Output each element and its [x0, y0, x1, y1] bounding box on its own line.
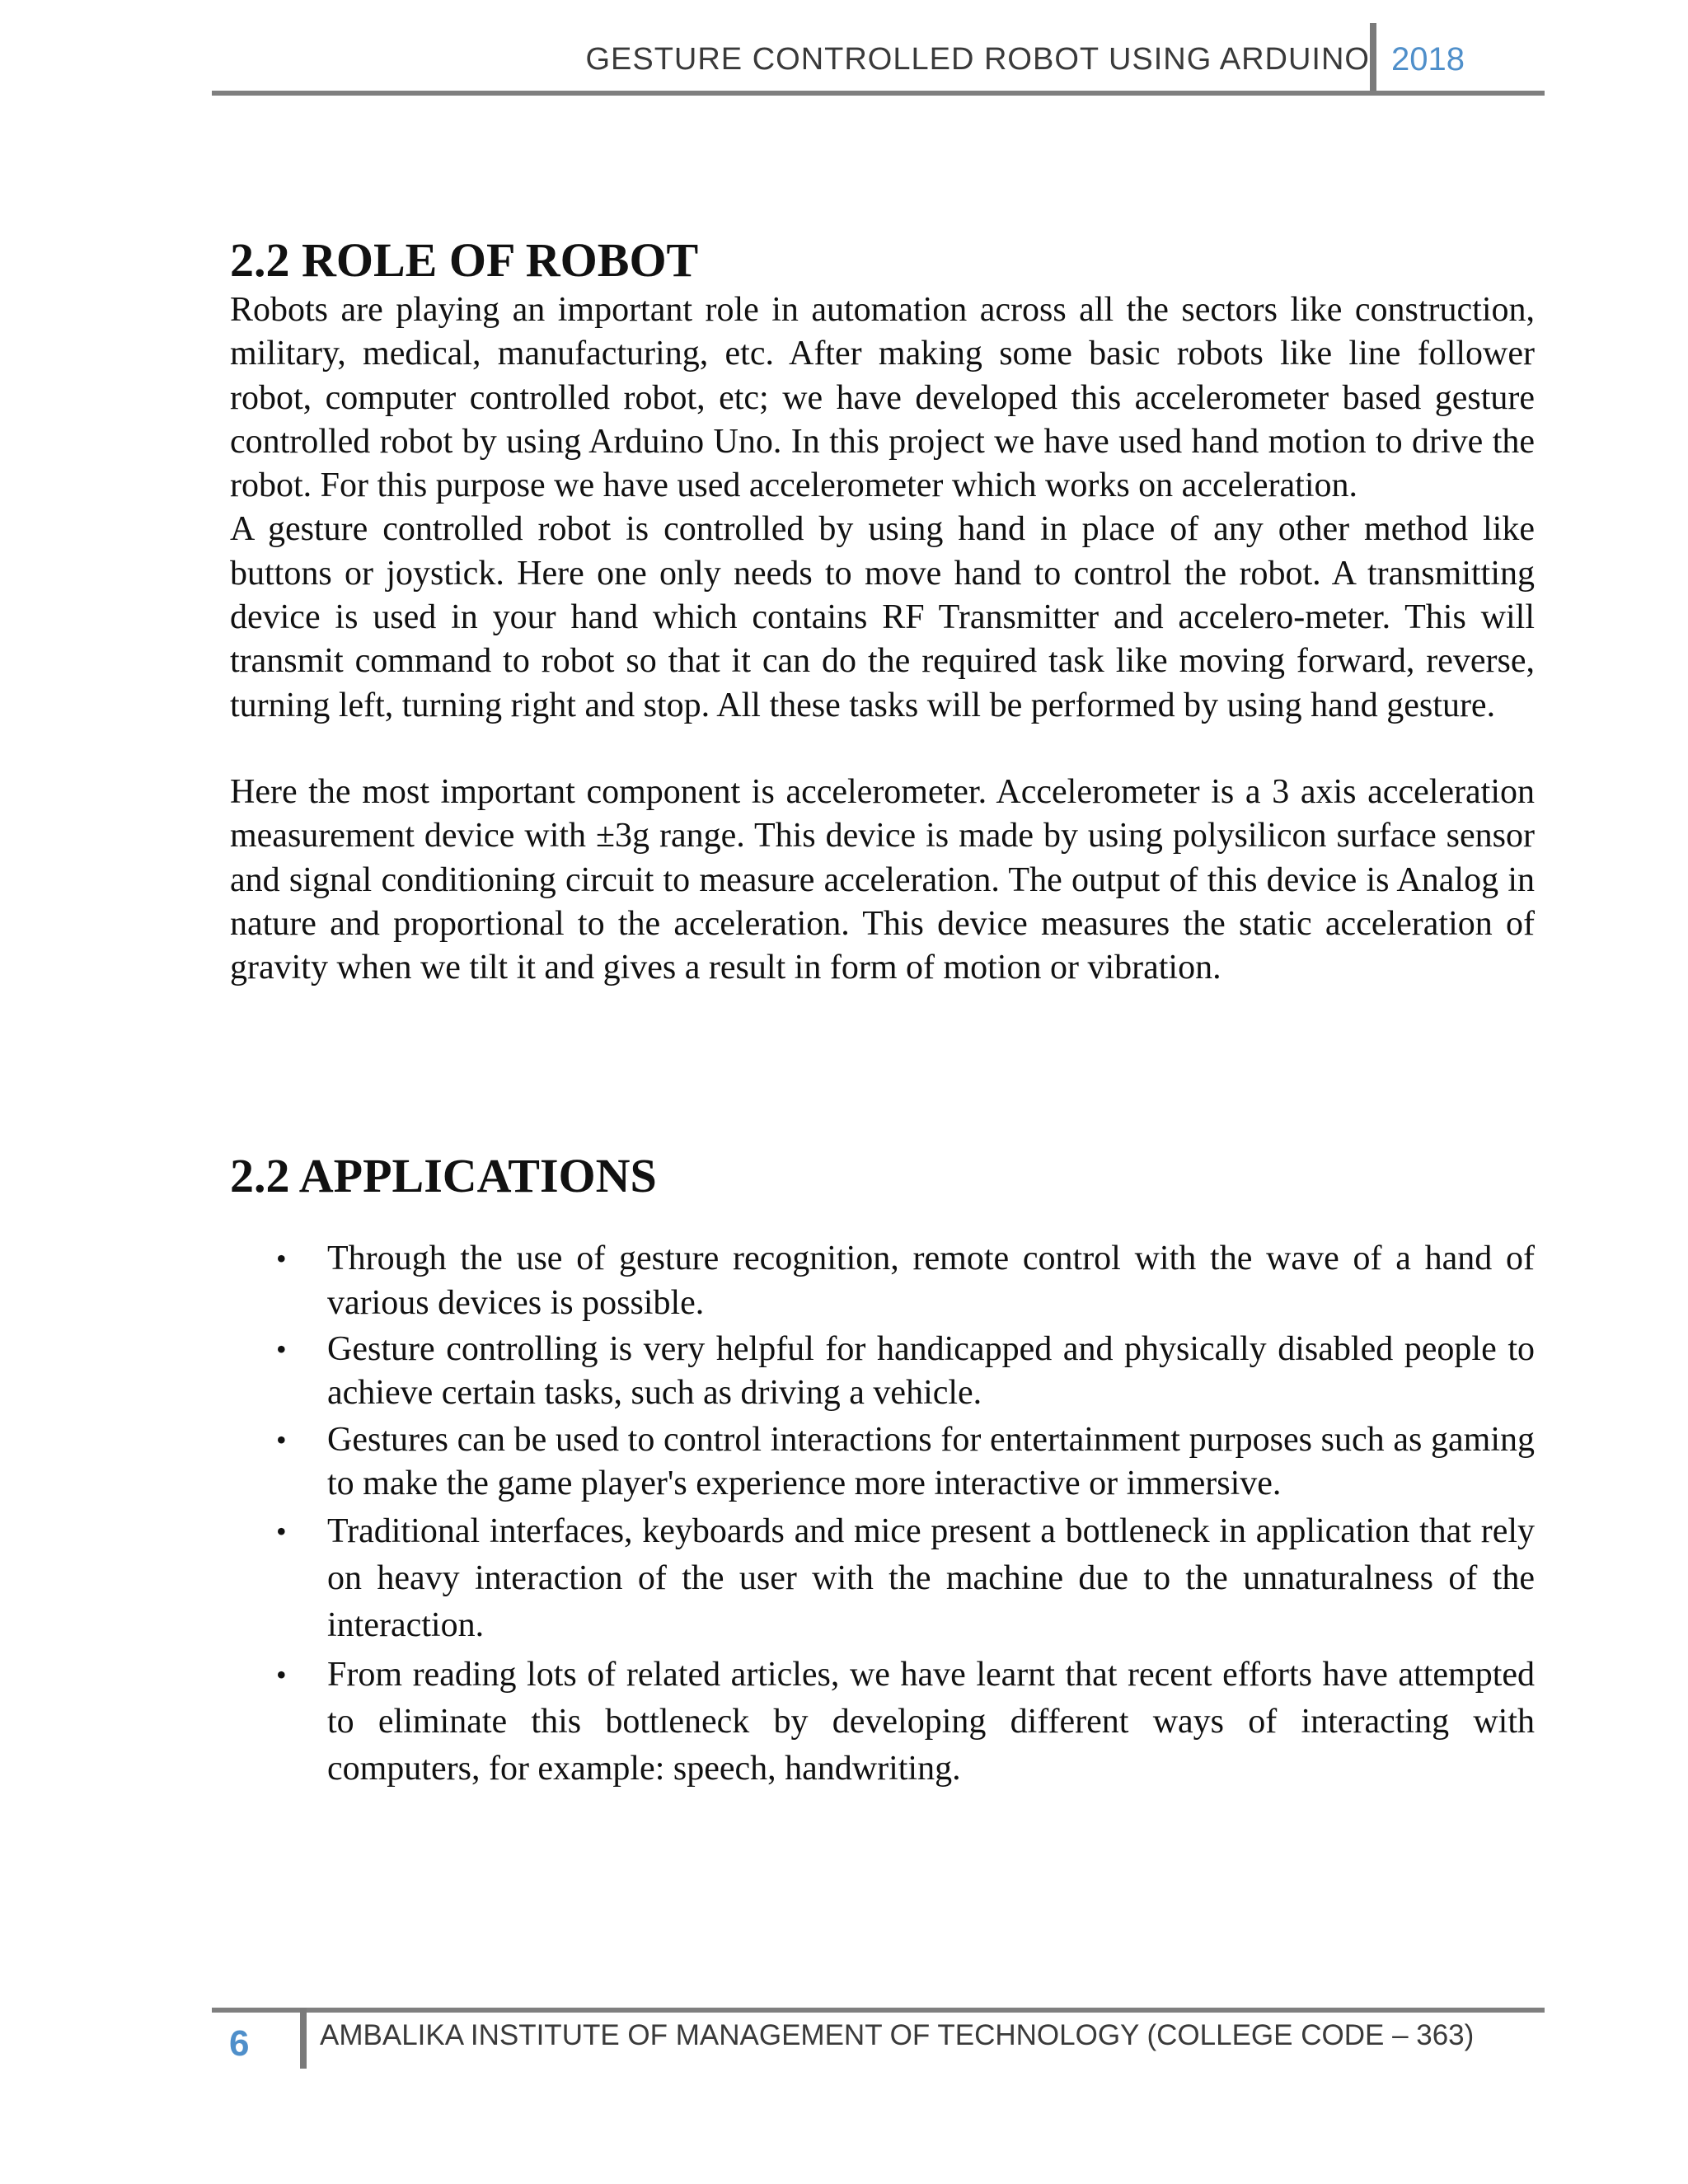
bullet-icon: • [276, 1658, 287, 1692]
section-heading-applications: 2.2 APPLICATIONS [230, 1149, 657, 1203]
list-item-text: Gestures can be used to control interactions for entertainment purposes such as gaming to make the game player's experience more interactive or immersive. [327, 1420, 1535, 1502]
list-item-text: Gesture controlling is very helpful for handicapped and physically disabled people to achieve certain tasks, such as driving a vehicle. [327, 1330, 1535, 1413]
header-rule [212, 91, 1545, 96]
bullet-icon: • [276, 1422, 287, 1456]
footer-divider [300, 2008, 307, 2069]
paragraph-spacer [230, 728, 1535, 771]
bullet-icon: • [276, 1242, 287, 1276]
header-title: GESTURE CONTROLLED ROBOT USING ARDUINO [585, 42, 1370, 77]
applications-list [230, 1237, 1535, 1793]
list-item-text: Traditional interfaces, keyboards and mice present a bottleneck in application that rely on heavy interaction of the user with the machine due to the unnaturalness of the interaction. [327, 1512, 1535, 1645]
list-item [230, 1237, 1535, 1325]
list-item [230, 1652, 1535, 1793]
page-number: 6 [229, 2023, 250, 2064]
paragraph-gesture-robot: A gesture controlled robot is controlled by using hand in place of any other method like buttons or joystick. Here one only needs to move hand to control the robot. A transmitting device is used in your hand which contains RF Transmitter and accelero-meter. This will transmit command to robot so that it can do the required task like moving forward, reverse, turning left, turning right and stop. All these tasks will be performed by using hand gesture. [230, 510, 1535, 724]
list-item-text: From reading lots of related articles, we have learnt that recent efforts have attempted to eliminate this bottleneck by developing different ways of interacting with computers, for example: speech, handwriting. [327, 1656, 1535, 1788]
header-divider [1370, 23, 1376, 92]
bullet-icon: • [276, 1515, 287, 1549]
bullet-icon: • [276, 1333, 287, 1366]
header-year: 2018 [1391, 41, 1465, 77]
paragraph-accelerometer: Here the most important component is accelerometer. Accelerometer is a 3 axis acceleration measurement device with ±3g range. This device is made by using polysilicon surface sensor and signal conditioning circuit to measure acceleration. The output of this device is Analog in nature and proportional to the acceleration. This device measures the static acceleration of gravity when we tilt it and gives a result in form of motion or vibration. [230, 772, 1535, 987]
list-item [230, 1418, 1535, 1507]
page-body [230, 232, 1535, 1795]
footer-institution: AMBALIKA INSTITUTE OF MANAGEMENT OF TECHNOLOGY (COLLEGE CODE – 363) [320, 2019, 1475, 2051]
list-item-text: Through the use of gesture recognition, remote control with the wave of a hand of various devices is possible. [327, 1240, 1535, 1322]
list-item [230, 1328, 1535, 1416]
list-item [230, 1508, 1535, 1649]
section-heading-role: 2.2 ROLE OF ROBOT [230, 233, 699, 287]
paragraph-role-intro: Robots are playing an important role in automation across all the sectors like construction, military, medical, manufacturing, etc. After making some basic robots like line follower robot, computer controlled robot, etc; we have developed this accelerometer based gesture controlled robot by using Arduino Uno. In this project we have used hand motion to drive the robot. For this purpose we have used accelerometer which works on acceleration. [230, 291, 1535, 505]
